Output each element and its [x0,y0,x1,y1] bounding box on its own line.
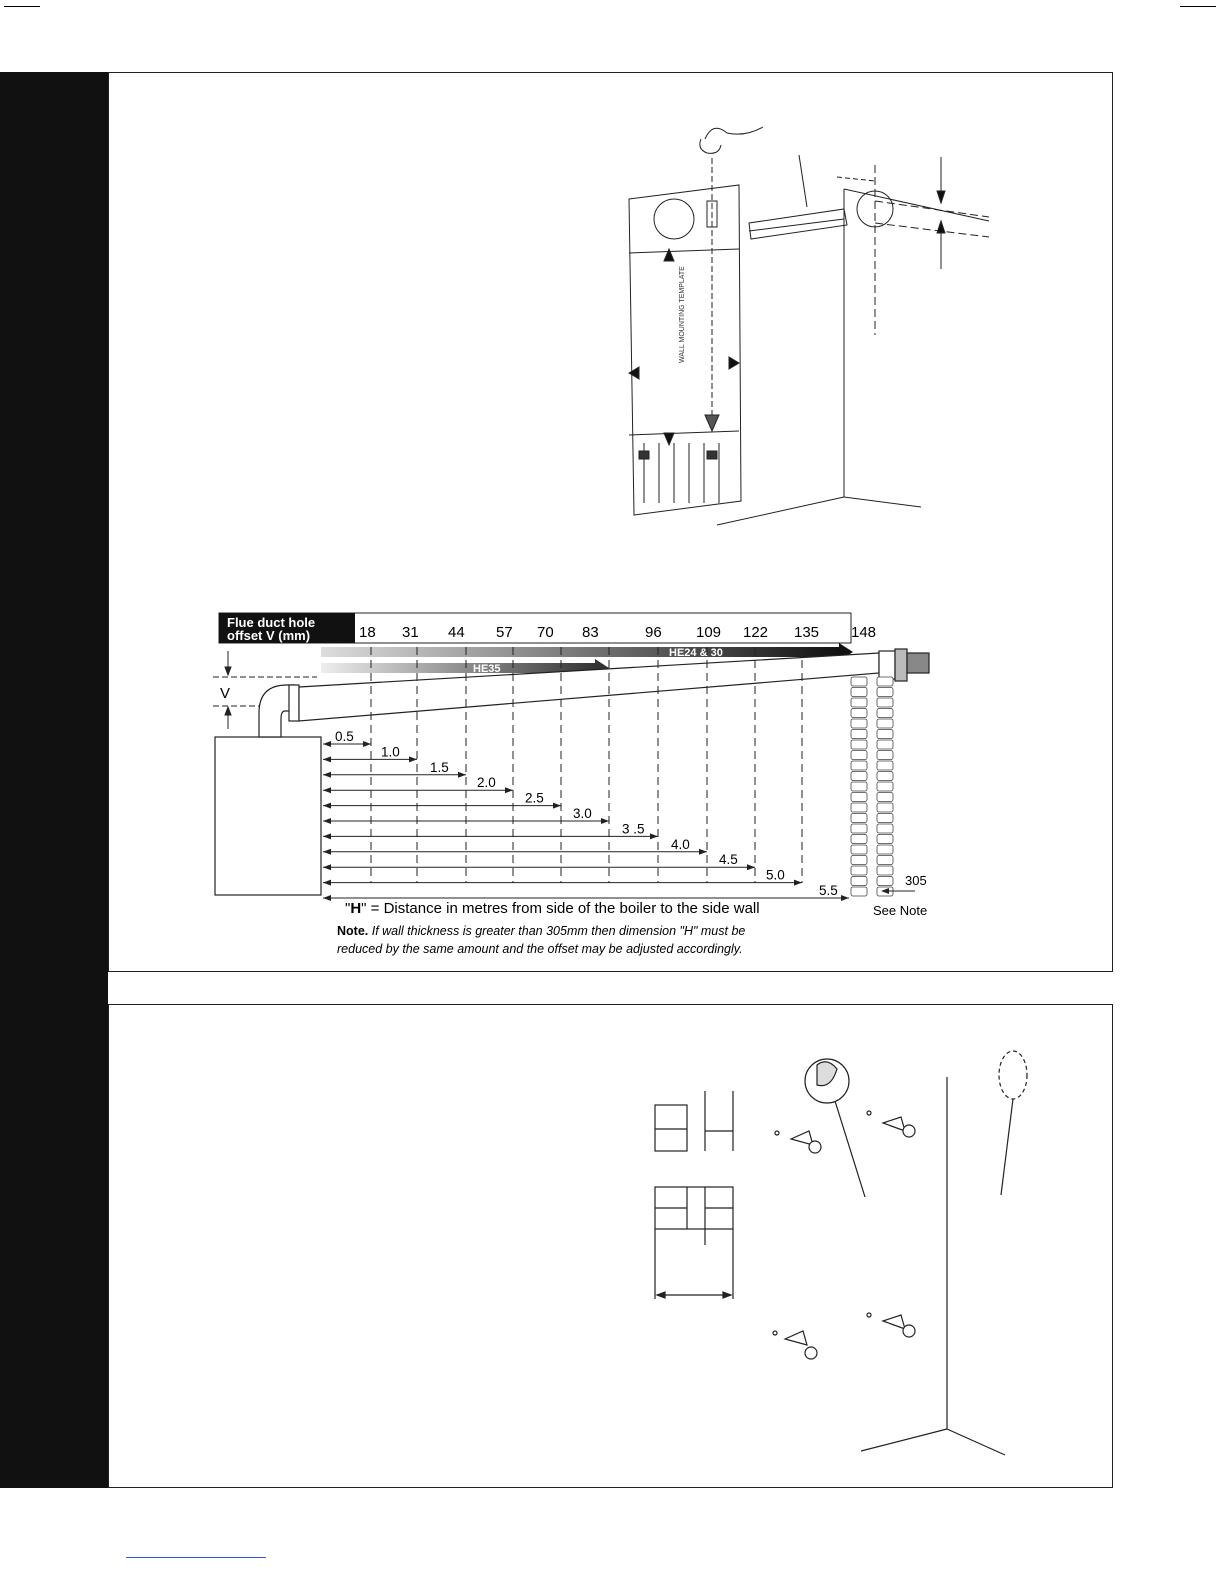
offset-value: 109 [696,624,722,641]
brick [851,877,867,886]
sidebar-band [0,72,108,1488]
distance-arrowhead [458,772,466,778]
he24-30-label: HE24 & 30 [669,647,723,659]
wall-template-illustration [629,127,989,525]
distance-label: 5.0 [766,867,785,883]
distance-arrowhead [323,741,331,747]
offset-value: 83 [582,624,599,641]
distance-arrowhead [601,818,609,824]
flue-diagram [109,73,1114,973]
brick [851,803,867,812]
offset-value: 122 [743,624,769,641]
brick [877,877,893,886]
offset-value: 57 [496,624,513,641]
brick [851,782,867,791]
brick [877,761,893,770]
brick [877,793,893,802]
brick [851,856,867,865]
brick [851,845,867,854]
brick [877,772,893,781]
template-label: WALL MOUNTING TEMPLATE [679,266,686,363]
distance-label: 3 .5 [622,821,645,837]
brick [851,688,867,697]
brick [877,751,893,760]
brick [877,698,893,707]
crop-mark-left [4,6,40,7]
distance-arrowhead [505,787,513,793]
brick [851,730,867,739]
brick [877,730,893,739]
h-caption: "H" = Distance in metres from side of the boiler to the side wall [345,900,760,917]
brick [851,814,867,823]
brick [851,740,867,749]
brick [851,719,867,728]
wall-thickness-value: 305 [905,873,927,888]
brick [877,814,893,823]
distance-label: 1.0 [381,744,400,760]
distance-label: 1.5 [430,759,449,775]
note-line2: reduced by the same amount and the offset may be adjusted accordingly. [337,942,743,956]
wall-plugs-illustration [773,1051,1027,1455]
distance-label: 5.5 [819,883,838,898]
he24-30-arrow-bar [321,647,841,657]
brick [877,845,893,854]
brick [877,740,893,749]
he35-label: HE35 [473,663,501,675]
offset-value: 44 [448,624,465,641]
distance-arrowhead [747,864,755,870]
distance-label: 2.0 [477,775,496,791]
distance-arrowhead [650,833,658,839]
distance-arrowhead [794,880,802,886]
brick [851,761,867,770]
distance-arrowhead [409,756,417,762]
brick [877,688,893,697]
distance-arrowhead [323,756,331,762]
offset-value: 96 [645,624,662,641]
footer-link-line [126,1557,266,1558]
brick [851,835,867,844]
offset-value: 70 [537,624,554,641]
brick [877,856,893,865]
brick [877,824,893,833]
brick [851,772,867,781]
brick [877,782,893,791]
boiler-and-flue [215,649,929,895]
v-label: V [220,685,231,702]
distance-arrowhead [363,741,371,747]
brick [851,793,867,802]
offset-table-header-line2: offset V (mm) [227,628,311,643]
offset-value: 135 [794,624,820,641]
distance-arrowhead [323,772,331,778]
note-line1: Note. If wall thickness is greater than 305mm then dimension "H" must be [337,924,746,938]
offset-table-header-line1: Flue duct hole [227,615,316,630]
distance-arrowhead [553,803,561,809]
offset-value: 18 [359,624,376,641]
distance-arrowhead [841,895,849,901]
brick [851,698,867,707]
brick [877,677,893,686]
distance-arrowhead [699,849,707,855]
wall-plug-diagram [109,1005,1114,1489]
brick [851,824,867,833]
brick [851,887,867,896]
distance-arrowhead [323,880,331,886]
brick [851,677,867,686]
distance-arrowhead [323,833,331,839]
distance-label: 0.5 [335,729,354,744]
see-note-label: See Note [873,903,928,918]
brick [877,719,893,728]
crop-mark-right [1180,6,1216,7]
boiler-body [215,737,321,895]
wall-plug-panel [108,1004,1113,1488]
distance-label: 4.5 [719,852,738,868]
brick [877,866,893,875]
brick [877,803,893,812]
brick [877,709,893,718]
distance-arrowhead [323,818,331,824]
flue-offset-panel [108,72,1113,972]
offset-value: 148 [851,624,877,641]
distance-label: 4.0 [671,836,690,852]
offset-value: 31 [402,624,419,641]
brick [851,751,867,760]
distance-arrowhead [323,849,331,855]
distance-label: 3.0 [573,806,592,821]
distance-label: 2.5 [525,790,544,806]
brick [851,709,867,718]
brick-wall [851,677,893,896]
drill-depth-illustration [655,1091,733,1299]
distance-arrowhead [323,895,331,901]
distance-arrowhead [323,787,331,793]
distance-arrowhead [323,803,331,809]
brick [851,866,867,875]
distance-arrowhead [323,864,331,870]
brick [877,835,893,844]
